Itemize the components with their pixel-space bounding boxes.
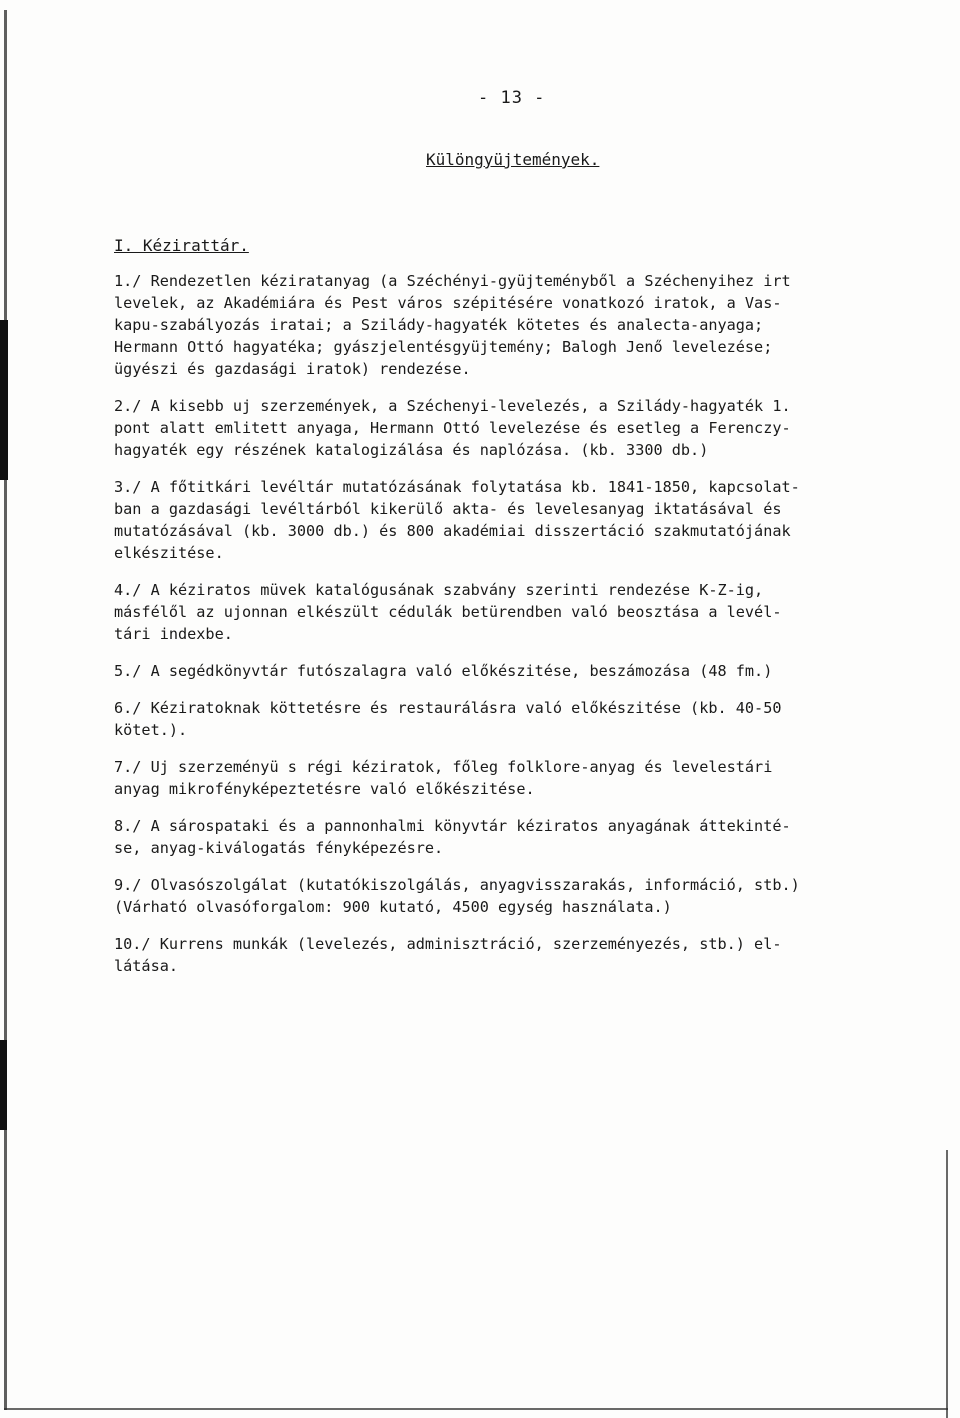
page-number: - 13 - — [478, 88, 546, 108]
scan-edge-right — [946, 1150, 948, 1418]
scan-edge-left — [4, 10, 7, 1410]
list-item-8: 8./ A sárospataki és a pannonhalmi könyvtár kéziratos anyagának áttekinté- se, anyag-kiválogatás fényképezésre. — [114, 817, 791, 857]
list-item-2: 2./ A kisebb uj szerzemények, a Széchenyi-levelezés, a Szilády-hagyaték 1. pont alatt emlitett anyaga, Hermann Ottó levelezése és esetleg a Ferenczy- hagyaték egy részének katalogizálása és naplózása. (kb. 3300 db.) — [114, 397, 791, 459]
list-item-10: 10./ Kurrens munkák (levelezés, adminisztráció, szerzeményezés, stb.) el- látása. — [114, 935, 782, 975]
scan-edge-bottom — [4, 1408, 948, 1410]
list-item-1: 1./ Rendezetlen kéziratanyag (a Széchényi-gyüjteményből a Széchenyihez irt levelek, az Akadémiára és Pest város szépitésére vonatkozó iratok, a Vas- kapu-szabályozás iratai; a Szilády-hagyaték kötetes és analecta-anyaga; Hermann Ottó hagyatéka; gyászjelentésgyüjtemény; Balogh Jenő levelezése; ügyészi és gazdasági iratok) rendezése. — [114, 272, 791, 378]
list-item-4: 4./ A kéziratos müvek katalógusának szabvány szerinti rendezése K-Z-ig, másfélől az ujonnan elkészült cédulák betürendben való beosztása a levél- tári indexbe. — [114, 581, 782, 643]
list-item-9: 9./ Olvasószolgálat (kutatókiszolgálás, anyagvisszarakás, információ, stb.) (Várható olvasóforgalom: 900 kutató, 4500 egység használata.) — [114, 876, 800, 916]
list-item-3: 3./ A főtitkári levéltár mutatózásának folytatása kb. 1841-1850, kapcsolat- ban a gazdasági levéltárból kikerülő akta- és levelesanyag iktatásával és mutatózásával (kb. 3000 db.) és 800 akadémiai disszertáció szakmutatójának elkészitése. — [114, 478, 800, 562]
item-list — [114, 270, 934, 977]
scan-shadow-left-lower — [0, 1040, 7, 1130]
list-item-5: 5./ A segédkönyvtár futószalagra való előkészitése, beszámozása (48 fm.) — [114, 662, 773, 680]
subsection-title: I. Kézirattár. — [114, 236, 249, 255]
section-title: Különgyüjtemények. — [426, 150, 600, 169]
scan-shadow-left — [0, 320, 8, 480]
list-item-6: 6./ Kéziratoknak köttetésre és restaurálásra való előkészitése (kb. 40-50 kötet.). — [114, 699, 782, 739]
list-item-7: 7./ Uj szerzeményü s régi kéziratok, főleg folklore-anyag és levelestári anyag mikrofényképeztetésre való előkészitése. — [114, 758, 773, 798]
